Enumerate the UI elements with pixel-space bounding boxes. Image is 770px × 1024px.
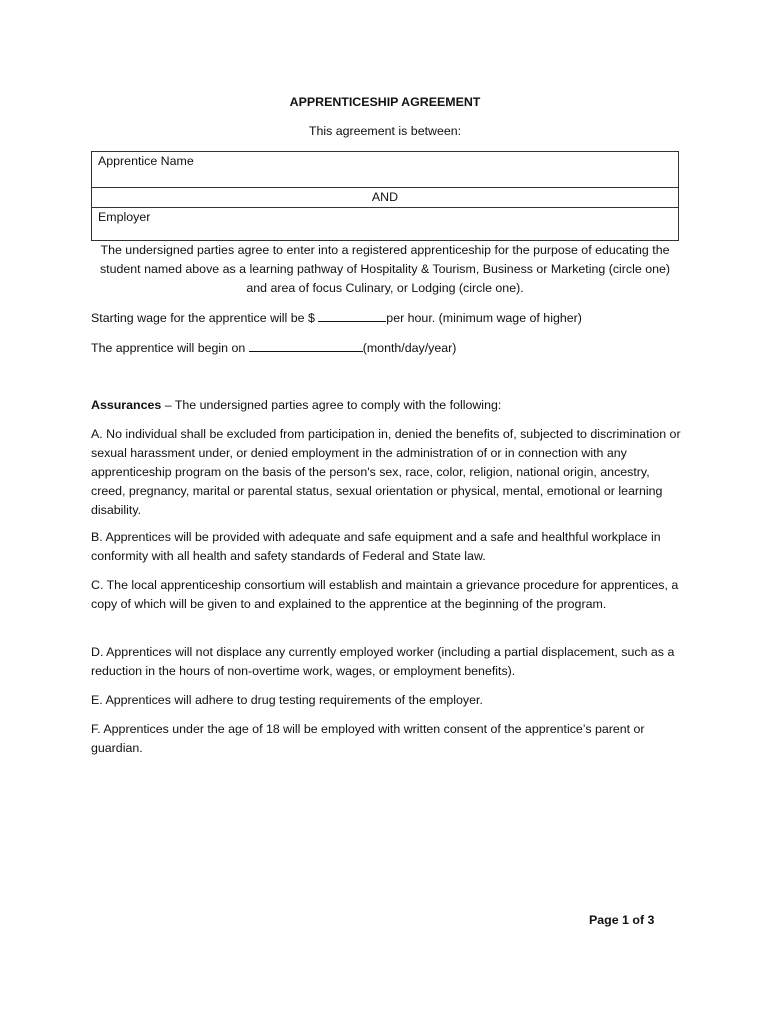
apprentice-name-field[interactable] xyxy=(92,152,678,188)
begin-date-blank-field[interactable] xyxy=(249,339,363,352)
document-title: APPRENTICESHIP AGREEMENT xyxy=(289,95,481,109)
assurance-item-b: B. Apprentices will be provided with adequate and safe equipment and a safe and healthful workplace in conformity with all health and safety standards of Federal and State law. xyxy=(91,530,661,563)
and-label: AND xyxy=(371,190,399,204)
assurance-item-f: F. Apprentices under the age of 18 will be employed with written consent of the apprentice’s parent or guardian. xyxy=(91,722,645,755)
and-row xyxy=(92,188,678,208)
intro-paragraph: The undersigned parties agree to enter into a registered apprenticeship for the purpose of educating the student named above as a learning pathway of Hospitality & Tourism, Business or Marketing (circle one) and area of focus Culinary, or Lodging (circle one). xyxy=(99,243,671,295)
assurance-item-d: D. Apprentices will not displace any currently employed worker (including a partial displacement, such as a reduction in the hours of non-overtime work, wages, or employment benefits). xyxy=(91,645,675,678)
assurances-heading: Assurances xyxy=(91,398,162,412)
page-number: Page 1 of 3 xyxy=(589,913,655,927)
parties-box xyxy=(91,151,679,241)
assurance-item-e: E. Apprentices will adhere to drug testing requirements of the employer. xyxy=(91,693,483,707)
assurance-item-c: C. The local apprenticeship consortium will establish and maintain a grievance procedure for apprentices, a copy of which will be given to and explained to the apprentice at the beginning of the program. xyxy=(91,578,679,611)
begin-line xyxy=(91,339,456,355)
agreement-between-text: This agreement is between: xyxy=(308,124,462,138)
assurance-item-a: A. No individual shall be excluded from participation in, denied the benefits of, subjected to discrimination or sexual harassment under, or denied employment in the administration of or in connection with any apprenticeship program on the basis of the person's sex, race, color, religion, national origin, ancestry, creed, pregnancy, marital or parental status, sexual orientation or physical, mental, emotional or learning disability. xyxy=(91,427,681,517)
wage-prefix: Starting wage for the apprentice will be $ xyxy=(91,311,319,325)
wage-suffix: per hour. (minimum wage of higher) xyxy=(386,311,582,325)
assurances-intro-text: – The undersigned parties agree to comply with the following: xyxy=(161,398,502,412)
begin-suffix: (month/day/year) xyxy=(362,341,457,355)
employer-label: Employer xyxy=(98,210,151,224)
begin-prefix: The apprentice will begin on xyxy=(91,341,249,355)
wage-line xyxy=(91,309,582,325)
assurances-intro xyxy=(91,396,683,415)
wage-blank-field[interactable] xyxy=(318,309,386,322)
employer-field[interactable] xyxy=(92,208,678,240)
apprentice-name-label: Apprentice Name xyxy=(98,154,194,168)
